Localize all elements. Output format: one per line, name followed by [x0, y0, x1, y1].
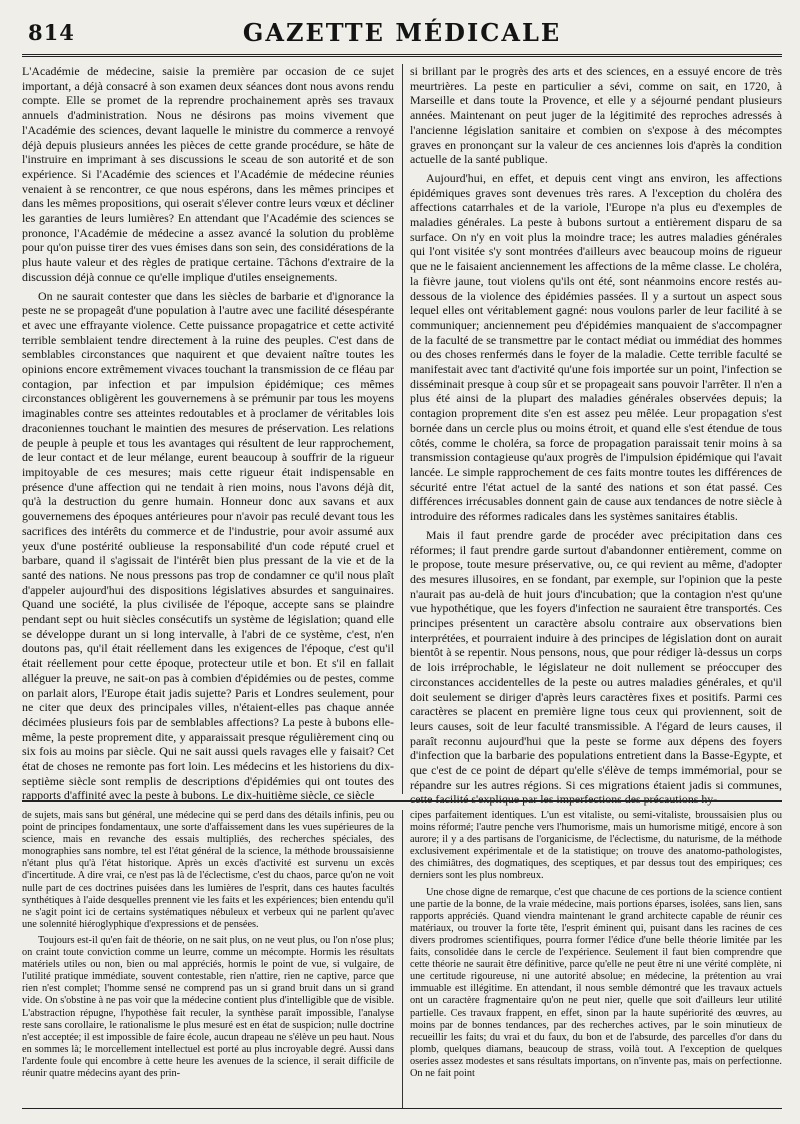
top-right-column: [410, 64, 782, 807]
paragraph: cipes parfaitement identiques. L'un est vitaliste, ou semi-vitaliste, broussaisien plus ou moins réformé; l'autre penche vers l'humorisme, mais un humorisme mitigé, encore à son aurore; il y a des partisans de l'organicisme, de l'éclectisme, du naturisme, de la méthode exclusivement expérimentale et de la statistique; on trouve des anatomo-pathologistes, des chimiâtres, des dogmatiques, des sceptiques, et par dessus tout des empiriques; ces derniers sont les plus nombreux.: [410, 810, 782, 882]
bottom-left-column: [22, 810, 394, 1108]
paragraph: L'Académie de médecine, saisie la première par occasion de ce sujet important, a déjà consacré à son examen deux séances dont nous avons rendu compte. Elle se promet de la reprendre prochainement après ses travaux annuels d'administration. Nous ne désirons pas moins vivement que l'Académie des sciences, devant laquelle le ministre du commerce a renvoyé déjà depuis plusieurs années les pièces de cette grande procédure, se hâte de l'instruire en imprimant à ses discussions le sceau de son autorité et de son expérience. Si l'Académie des sciences et l'Académie de médecine réunies venaient à se rencontrer, ce que nous espérons, dans les mêmes principes et dans les mêmes propositions, qui oserait s'élever contre leurs vœux et décliner les garanties de leurs lumières? En attendant que l'Académie des sciences se prononce, l'Académie de médecine a assez avancé la solution du problème pour qu'on puisse tirer des vues émises dans son sein, des considérations de la plus haute valeur et des règles de pratique certaine. Tâchons d'extraire de la discussion déjà connue ce qu'elle implique d'utiles enseignements.: [22, 64, 394, 284]
paragraph: Une chose digne de remarque, c'est que chacune de ces portions de la science contient une partie de la bonne, de la vraie médecine, mais portions éparses, isolées, sans lien, sans rapports appréciés. Quand viendra maintenant le grand architecte capable de réunir ces matériaux, ou trouver la forte tête, l'esprit éminent qui, puisant dans les racines de ces divers prodromes scientifiques, pourra former l'édice d'une belle théorie limitée par les faits, consolidée dans le cercle de l'expérience. Seulement il faut bien comprendre que cette théorie ne saurait être définitive, parce qu'elle ne peut être ni une vérité complète, ni une certitude rigoureuse, ni une autorité absolue; en médecine, la prétention au vrai immuable est illégitime. En attendant, il nous semble démontré que les travaux actuels ont un caractère fragmentaire qu'on ne peut nier, quelle que soit d'ailleurs leur utilité partielle. Ces travaux frappent, en effet, sinon par la haute supériorité des œuvres, au moins par de bonnes tendances, par des recherches actives, par le soin minutieux de recueillir les faits; du vrai et du faux, du bon et de l'absurde, des parcelles d'or dans du plomb, quelques diamans, beaucoup de strass, voilà tout. A l'exception de quelques oseries assez modestes et sans résultats importans, on n'invente pas, mais on perfectionne. On ne fait point: [410, 886, 782, 1079]
paragraph: Aujourd'hui, en effet, et depuis cent vingt ans environ, les affections épidémiques graves sont devenues très rares. A l'exception du choléra des affections catarrhales et de la variole, l'Europe n'a plus eu d'exemples de maladies générales. La peste à bubons surtout a entièrement disparu de sa surface. On n'y en voit plus la moindre trace; les autres maladies générales qui l'ont visitée s'y sont montrées d'ailleurs avec beaucoup moins de rigueur que ne le faisaient anciennement les affections de la même classe. Le choléra, la fièvre jaune, tout violens qu'ils ont été, sont néanmoins encore restés au-dessous de la violence des épidémies passées. Il y a surtout un aspect sous lequel elles ont véritablement gagné: nous voulons parler de leur facilité à se communiquer; anciennement peu d'épidémies manquaient de s'accompagner de la faculté de se transmettre par le contact médiat ou immédiat des hommes ou des choses renfermés dans le foyer de la maladie. Cette terrible faculté se manifestait avec tant d'activité qu'une fois importée sur un point, l'infection se disséminait presque à coup sûr et se propageait sans pouvoir l'arrêter. Il n'en a plus été ainsi de la plupart des maladies générales observées depuis; la contagion proprement dite s'en est assez peu mêlée. Leur propagation s'est bornée dans un cercle plus ou moins étroit, et quand elle s'est étendue de tous côtés, comme le choléra, sa force de propagation paraissait tenir moins à sa transmission contagieuse qu'aux progrès de l'impulsion épidémique qui l'avait lancée. Le simple rapprochement de ces faits montre toutes les différences de sécurité entre l'état actuel de la santé des nations et son état passé. Ces différences irrécusables donnent gain de cause aux tendances de notre siècle à introduire des réformes radicales dans les systèmes sanitaires établis.: [410, 170, 782, 524]
paragraph: si brillant par le progrès des arts et des sciences, en a essuyé encore de très meurtrières. La peste en particulier a sévi, comme on sait, en 1720, à Marseille et dans toute la Provence, et elle y a séjourné pendant plusieurs années. Maintenant on peut juger de la légitimité des reproches adressés à l'ancienne législation sanitaire et combien on s'expose à des mécomptes graves en prononçant sur la valeur de ces anciennes lois d'après la condition actuelle de la santé publique.: [410, 64, 782, 167]
newspaper-page: [22, 14, 782, 1110]
column-rule: [402, 64, 403, 794]
page-number: 814: [28, 20, 75, 45]
paragraph: Toujours est-il qu'en fait de théorie, on ne sait plus, on ne veut plus, ou l'on n'ose plus; on craint toute conviction comme un leurre, comme un mécompte. Hormis les résultats matériels utiles ou non, bien ou mal appréciés, hormis le point de vue, si vulgaire, de l'utilité pratique immédiate, souvent contestable, rien n'attire, rien ne captive, parce que rien n'est complet; l'homme sensé ne comprend pas un si grand bruit dans un si grand vide. On s'obstine à ne pas voir que la médecine contient plus d'intelligible que de visible. L'abstraction répugne, l'hypothèse fait reculer, la synthèse paraît impossible, l'analyse reste sans corollaire, le rationalisme le plus mesuré est en état de suspicion; nulle doctrine n'est acceptée; il est impossible de faire école, aucun drapeau ne s'élève un peu haut. Nous en sommes là; le morcellement intellectuel est porté au plus incroyable degré. Aussi dans l'ardente foule qui encombre à cette heure les avenues de la science, il serait difficile de réunir quatre médecins ayant des prin-: [22, 934, 394, 1079]
bottom-section: [22, 810, 782, 1108]
paragraph: Mais il faut prendre garde de procéder avec précipitation dans ces réformes; il faut prendre garde surtout d'abandonner entièrement, comme on le propose, toute mesure préservative, ou, ce qui revient au même, d'adopter des mesures illusoires, en se fondant, par exemple, sur l'opinion que la peste n'aurait pas au-delà de huit jours d'incubation; que la contagion n'est qu'une vue hypothétique, que les foyers d'infection ne sauraient être transportés. Ces principes présentent un caractère absolu contraire aux observations bien interprétées, et pourraient induire à des principes de législation dont on aurait bientôt à se repentir. Nous pensons, nous, que pour rédiger là-dessus un corps de lois irréprochable, le législateur ne doit nullement se préoccuper des circonstances accidentelles de la peste ou autres maladies générales, et qu'il doit seulement se diriger d'après leurs caractères fixes et positifs. Parmi ces caractères se placent en première ligne tous ceux qui proviennent, soit de leurs causes, soit de leur faculté transmissible. A l'égard de leurs causes, il paraît reconnu aujourd'hui que la peste se forme aux dépens des foyers d'infection que la barbarie des populations entretient dans la Basse-Egypte, et que c'est de ce point de départ qu'elle s'élève de temps immémorial, pour se répandre sur les autres régions. Si ces migrations étaient jadis si communes, cette facilité s'explique par les imperfections des précautions hy-: [410, 527, 782, 807]
top-left-column: [22, 64, 394, 803]
paragraph: On ne saurait contester que dans les siècles de barbarie et d'ignorance la peste ne se propageât d'une population à l'autre avec une facilité désespérante et avec une effrayante violence. Cette puissance propagatrice et cette activité terrible semblaient tendre directement à la ruine des peuples. C'est dans de semblables circonstances que naquirent et que devaient naître toutes les opinions encore extrêmement vivaces touchant la transmission de ce fléau par contagion, par infection et par impulsion épidémique; ces mêmes circonstances obligèrent les gouvernemens à se prémunir par tous les moyens imaginables contre ses atteintes redoutables et à proclamer de véritables lois draconiennes touchant le maintien des mesures de préservation. Les relations de peuple à peuple et tous les avantages qui résultent de leur rapprochement, de leur contact et de leur mélange, eurent beaucoup à souffrir de la rigueur impitoyable de ces mesures; mais cette rigueur était indispensable en présence d'une affection qui ne tendait à rien moins, nous l'avons déjà dit, qu'à la destruction du genre humain. Honneur donc aux savans et aux gouvernemens des époques antérieures pour n'avoir pas reculé devant tous les sacrifices des intérêts du commerce et de l'industrie, pour avoir assumé aux yeux d'une postérité oublieuse la responsabilité d'un code réputé cruel et barbare, quand il s'agissait de l'intérêt bien plus pressant de la vie et de la santé des nations. Ne nous pressons pas trop de condamner ce qu'il nous plaît d'appeler aujourd'hui des dispositions législatives absurdes et sanguinaires. Quand une société, la plus civilisée de l'époque, accepte sans se plaindre pendant sept ou huit siècles consécutifs un système de législation; quand elle se développe durant un si long intervalle, à l'abri de ce système, c'est, n'en doutons pas, qu'il était réellement dans les exigences de l'époque, c'est qu'il était réellement pour cette époque, protecteur utile et bon. Et s'il en fallait alléguer la preuve, ne sait-on pas à combien d'épidémies ou de pestes, comme on parlait alors, l'Europe était jadis sujette? Paris et Londres seulement, pour ne citer que deux des principales villes, n'étaient-elles pas chaque année décimées plusieurs fois par de semblables affections? La peste à bubons elle-même, la peste proprement dite, y apparaissait presque régulièrement cinq ou six fois au moins par siècle. Qui ne sait aussi quels ravages elle y faisait? Cet état de choses ne remonte pas fort loin. Les médecins et les historiens du dix-septième siècle sont remplis de descriptions d'épidémies qui ont toutes des rapports d'affinité avec la peste à bubons. Le dix-huitième siècle, ce siècle: [22, 288, 394, 803]
bottom-right-column: [410, 810, 782, 1108]
column-rule: [402, 810, 403, 1108]
paragraph: de sujets, mais sans but général, une médecine qui se perd dans des détails infinis, peu ou point de principes fondamentaux, une sorte d'affaissement dans les vues supérieures de la science, mais en revanche des essais multipliés, des recherches spéciales, des monographies sans nombre, tel est l'état général de la science, la méthode broussaisienne n'étant plus qu'à l'état historique. Après un excès d'activité est survenu un excès d'incertitude. A dire vrai, ce n'est pas là de l'éclectisme, c'est du chaos, parce qu'on ne voit nulle part de ces doctrines puisées dans les lumières de l'esprit, dans ces hautes facultés synthétiques à l'aide desquelles prennent vie les faits et les expériences; bien entendu qu'il ne s'agit point ici de certains systématiques nébuleux et verbeux qui ne parlent qu'avec une solennité hiéroglyphique d'expressions et de pensées.: [22, 810, 394, 930]
top-section: [22, 64, 782, 807]
journal-title: GAZETTE MÉDICALE: [242, 18, 562, 47]
section-divider: [22, 800, 782, 802]
bottom-rule: [22, 1108, 782, 1109]
page-header: [22, 14, 782, 57]
